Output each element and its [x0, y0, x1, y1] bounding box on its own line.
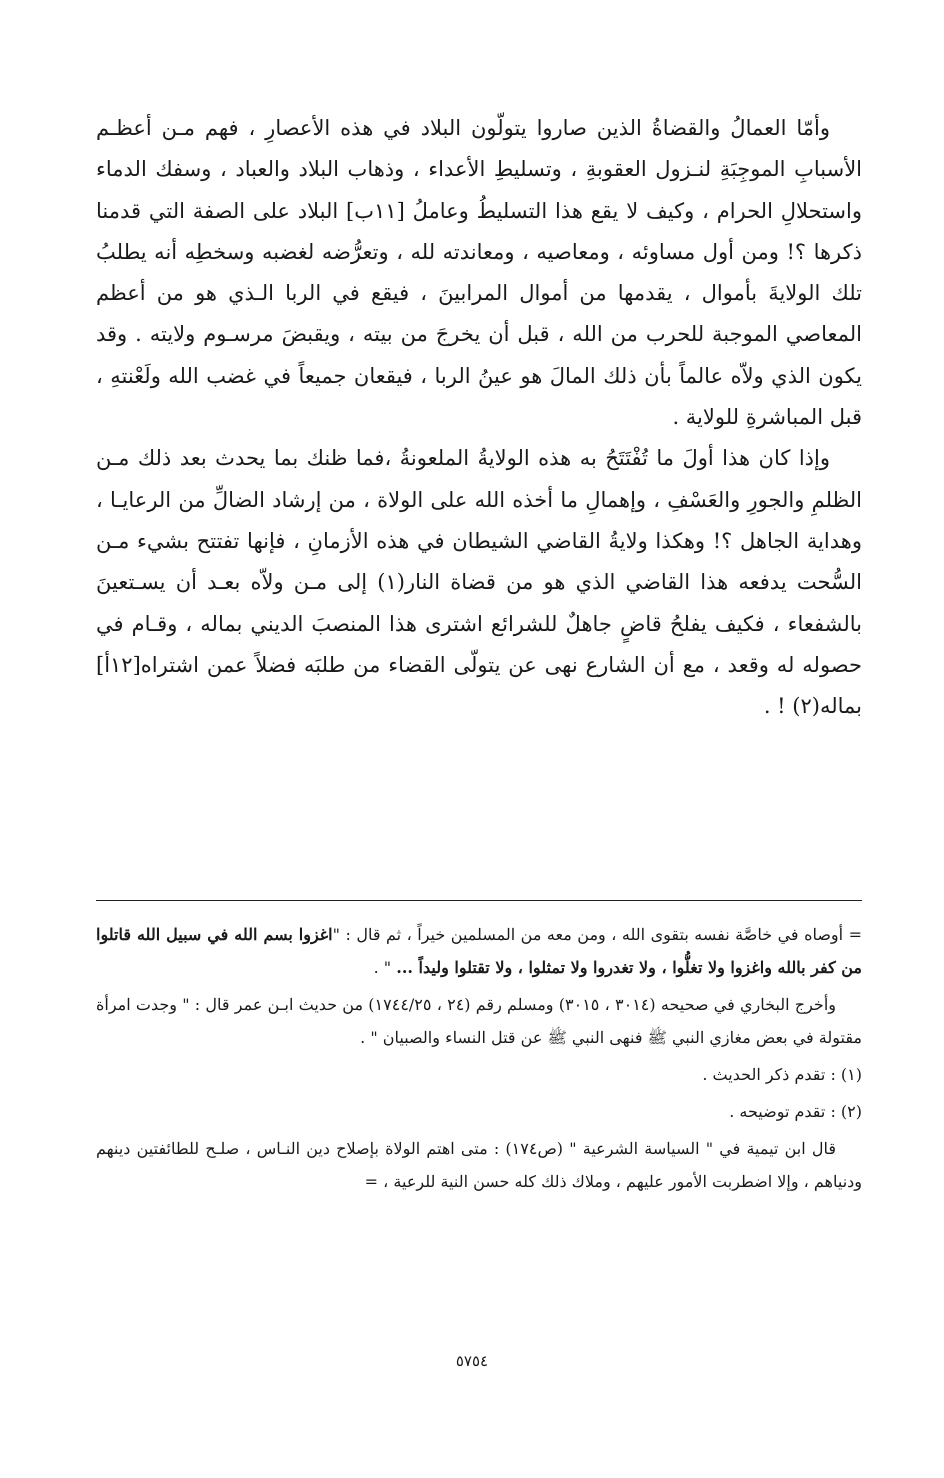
footnote-continuation-suffix: " .: [373, 958, 397, 977]
paragraph-2: وإذا كان هذا أولَ ما تُفْتَتَحُ به هذه الولايةُ الملعونةُ ،فما ظنك بما يحدث بعد ذلك مـن الظلمِ والجورِ والعَسْفِ ، وإهمالِ ما أخذه الله على الولاة ، من إرشاد الضالِّ من الرعايـا ، وهداية الجاهل ؟! وهكذا ولايةُ القاضي الشيطان في هذه الأزمانِ ، فإنها تفتتح بشيء مـن السُّحت يدفعه هذا القاضي الذي هو من قضاة النار(١) إلى مـن ولاّه بعـد أن يسـتعينَ بالشفعاء ، فكيف يفلحُ قاضٍ جاهلٌ للشرائع اشترى هذا المنصبَ الديني بماله ، وقـام في حصوله له وقعد ، مع أن الشارع نهى عن يتولّى القضاء من طلبَه فضلاً عمن اشتراه[١٢أ] بماله(٢) ! .: [96, 446, 863, 719]
footnote-1: (١) : تقدم ذكر الحديث .: [702, 1065, 862, 1084]
main-text: [96, 108, 862, 727]
footnote-divider: [96, 900, 862, 901]
footnote-continuation: [96, 918, 862, 984]
footnote-ibn-taymiyya: قال ابن تيمية في " السياسة الشرعية " (ص١٧٤) : متى اهتم الولاة بإصلاح دين النـاس ، صلـح للطائفتين دينهم ودنياهم ، وإلا اضطربت الأمور عليهم ، وملاك ذلك كله حسن النية للرعية ، =: [96, 1139, 862, 1191]
footnotes: [96, 918, 862, 1202]
paragraph-1: وأمّا العمالُ والقضاةُ الذين صاروا يتولّون البلاد في هذه الأعصارِ ، فهم مـن أعظـم الأسبابِ الموجِبَةِ لنـزول العقوبةِ ، وتسليطِ الأعداء ، وذهاب البلاد والعباد ، وسفك الدماء واستحلالِ الحرام ، وكيف لا يقع هذا التسليطُ وعاملُ [١١ب] البلاد على الصفة التي قدمنا ذكرها ؟! ومن أول مساوئه ، ومعاصيه ، ومعاندته لله ، وتعرُّضه لغضبه وسخطِه أنه يطلبُ تلك الولايةَ بأموال ، يقدمها من أموال المرابينَ ، فيقع في الربا الـذي هو من أعظم المعاصي الموجبة للحرب من الله ، قبل أن يخرجَ من بيته ، ويقبضَ مرسـوم ولايته . وقد يكون الذي ولاّه عالماً بأن ذلك المالَ هو عينُ الربا ، فيقعان جميعاً في غضب الله ولَعْنتهِ ، قبل المباشرةِ للولاية .: [96, 116, 862, 430]
hadith-quote: اغزوا بسم الله في سبيل الله قاتلوا من كفر بالله واغزوا ولا تغلُّوا ، ولا تغدروا ولا تمثلوا ، ولا تقتلوا وليداً ...: [96, 925, 862, 977]
page-number: ٥٧٥٤: [455, 1352, 489, 1370]
footnote-continuation-prefix: = أوصاه في خاصَّة نفسه بتقوى الله ، ومن معه من المسلمين خيراً ، ثم قال : ": [332, 925, 862, 944]
footnote-2: (٢) : تقدم توضيحه .: [729, 1102, 862, 1121]
footnote-bukhari: وأخرج البخاري في صحيحه (٣٠١٤ ، ٣٠١٥) ومسلم رقم (٢٤ ، ١٧٤٤/٢٥) من حديث ابـن عمر قال : " وجدت امرأة مقتولة في بعض مغازي النبي ﷺ فنهى النبي ﷺ عن قتل النساء والصبيان " .: [96, 995, 862, 1047]
